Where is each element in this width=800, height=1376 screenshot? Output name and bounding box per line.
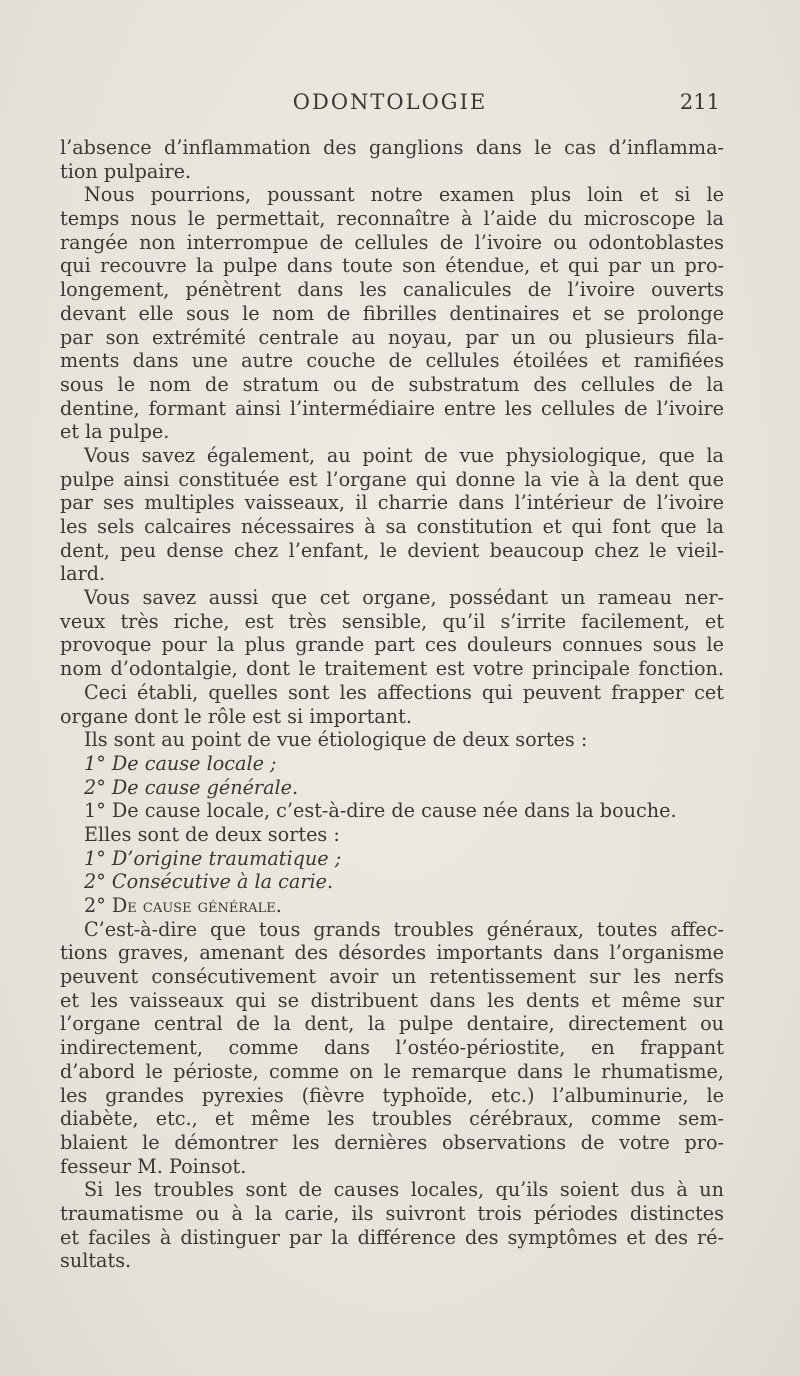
text-line: par ses multiples vaisseaux, il charrie dans l’intérieur de l’ivoire: [60, 491, 724, 515]
text-line: qui recouvre la pulpe dans toute son étendue, et qui par un pro-: [60, 254, 724, 278]
body-text: [60, 136, 724, 1273]
section-heading: 2° De cause générale.: [84, 894, 282, 917]
list-item: 2° Consécutive à la carie.: [84, 870, 334, 894]
text-line: tion pulpaire.: [60, 159, 192, 183]
text-line: blaient le démontrer les dernières observations de votre pro-: [60, 1130, 724, 1154]
text-line: devant elle sous le nom de fibrilles dentinaires et se prolonge: [60, 301, 724, 325]
text-line: traumatisme ou à la carie, ils suivront trois périodes distinctes: [60, 1201, 724, 1225]
text-line: Ils sont au point de vue étiologique de deux sortes :: [84, 728, 588, 752]
page-header: [60, 90, 720, 130]
text-line: tions graves, amenant des désordes importants dans l’organisme: [60, 941, 724, 965]
running-title: ODONTOLOGIE: [292, 90, 488, 114]
text-line: diabète, etc., et même les troubles cérébraux, comme sem-: [60, 1107, 724, 1131]
text-line: et faciles à distinguer par la différence des symptômes et des ré-: [60, 1225, 724, 1249]
text-line: l’organe central de la dent, la pulpe dentaire, directement ou: [60, 1012, 724, 1036]
text-line: rangée non interrompue de cellules de l’ivoire ou odontoblastes: [60, 230, 724, 254]
text-line: ments dans une autre couche de cellules étoilées et ramifiées: [60, 349, 724, 373]
text-line: C’est-à-dire que tous grands troubles généraux, toutes affec-: [84, 917, 724, 941]
text-line: fesseur M. Poinsot.: [60, 1154, 247, 1178]
text-line: sous le nom de stratum ou de substratum des cellules de la: [60, 372, 724, 396]
text-line: Vous savez aussi que cet organe, possédant un rameau ner-: [84, 586, 724, 610]
text-line: par son extrémité centrale au noyau, par un ou plusieurs fila-: [60, 325, 724, 349]
text-line: Nous pourrions, poussant notre examen plus loin et si le: [84, 183, 724, 207]
text-line: Ceci établi, quelles sont les affections qui peuvent frapper cet: [84, 680, 724, 704]
text-line: peuvent consécutivement avoir un retentissement sur les nerfs: [60, 965, 724, 989]
text-line: pulpe ainsi constituée est l’organe qui donne la vie à la dent que: [60, 467, 724, 491]
section-heading: 1° De cause locale, c’est-à-dire de cause née dans la bouche.: [84, 799, 677, 823]
text-line: et les vaisseaux qui se distribuent dans les dents et même sur: [60, 988, 724, 1012]
text-line: veux très riche, est très sensible, qu’il s’irrite facilement, et: [60, 609, 724, 633]
text-line: l’absence d’inflammation des ganglions dans le cas d’inflamma-: [60, 136, 724, 159]
list-item: 1° De cause locale ;: [84, 751, 277, 775]
text-line: lard.: [60, 562, 106, 586]
text-line: sultats.: [60, 1249, 132, 1273]
list-item: 2° De cause générale.: [84, 775, 299, 799]
text-line: Elles sont de deux sortes :: [84, 822, 340, 846]
text-line: dent, peu dense chez l’enfant, le devient beaucoup chez le vieil-: [60, 538, 724, 562]
text-line: et la pulpe.: [60, 420, 170, 444]
text-line: provoque pour la plus grande part ces douleurs connues sous le: [60, 633, 724, 657]
text-line: indirectement, comme dans l’ostéo-périostite, en frappant: [60, 1036, 724, 1060]
text-line: longement, pénètrent dans les canalicules de l’ivoire ouverts: [60, 278, 724, 302]
list-item: 1° D’origine traumatique ;: [84, 846, 342, 870]
page-number: 211: [679, 90, 720, 114]
text-line: les grandes pyrexies (fièvre typhoïde, etc.) l’albuminurie, le: [60, 1083, 724, 1107]
text-line: Si les troubles sont de causes locales, qu’ils soient dus à un: [84, 1178, 724, 1202]
text-line: d’abord le périoste, comme on le remarque dans le rhumatisme,: [60, 1059, 724, 1083]
text-line: organe dont le rôle est si important.: [60, 704, 412, 728]
text-line: dentine, formant ainsi l’intermédiaire entre les cellules de l’ivoire: [60, 396, 724, 420]
text-line: temps nous le permettait, reconnaître à l’aide du microscope la: [60, 207, 724, 231]
text-line: Vous savez également, au point de vue physiologique, que la: [84, 443, 724, 467]
text-line: nom d’odontalgie, dont le traitement est votre principale fonction.: [60, 657, 724, 681]
text-line: les sels calcaires nécessaires à sa constitution et qui font que la: [60, 515, 724, 538]
